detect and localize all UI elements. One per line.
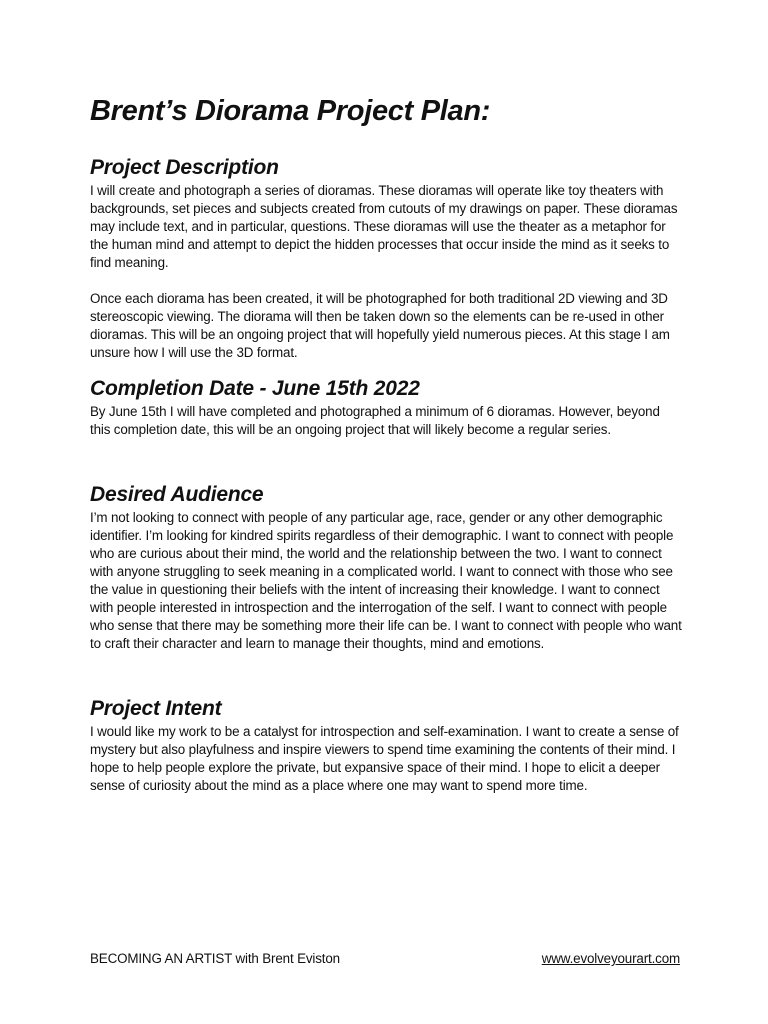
page-footer — [90, 950, 680, 968]
document-title: Brent’s Diorama Project Plan: — [90, 95, 491, 127]
document-page — [90, 92, 682, 795]
section-completion-date — [90, 377, 682, 439]
section-desired-audience — [90, 483, 682, 653]
section-project-description — [90, 156, 682, 362]
paragraph: I would like my work to be a catalyst for introspection and self-examination. I want to create a sense of mystery but also playfulness and inspire viewers to spend time examining the contents of their mind. I hope to help people explore the private, but expansive space of their mind. I hope to elicit a deeper sense of curiosity about the mind as a place where one may want to spend more time. — [90, 724, 679, 793]
paragraph: I will create and photograph a series of dioramas. These dioramas will operate like toy theaters with backgrounds, set pieces and subjects created from cutouts of my drawings on paper. These dioramas may include text, and in particular, questions. These dioramas will use the theater as a metaphor for the human mind and attempt to depict the hidden processes that occur inside the mind as it seeks to find meaning. — [90, 183, 678, 270]
section-heading: Project Description — [90, 156, 279, 179]
footer-website-link[interactable]: www.evolveyourart.com — [541, 951, 680, 966]
paragraph: I’m not looking to connect with people of any particular age, race, gender or any other demographic identifier. I’m looking for kindred spirits regardless of their demographic. I want to connect with people who are curious about their mind, the world and the relationship between the two. I want to connect with anyone struggling to seek meaning in a complicated world. I want to connect with those who see the value in questioning their beliefs with the intent of increasing their knowledge. I want to connect with people interested in introspection and the interrogation of the self. I want to connect with people who sense that there may be something more their life can be. I want to connect with people who want to craft their character and learn to manage their thoughts, mind and emotions. — [90, 510, 682, 651]
footer-credit: BECOMING AN ARTIST with Brent Eviston — [90, 951, 340, 966]
section-heading: Desired Audience — [90, 483, 264, 506]
section-project-intent — [90, 697, 682, 795]
paragraph: By June 15th I will have completed and photographed a minimum of 6 dioramas. However, beyond this completion date, this will be an ongoing project that will likely become a regular series. — [90, 404, 660, 437]
section-heading: Project Intent — [90, 697, 222, 720]
section-heading: Completion Date - June 15th 2022 — [90, 377, 420, 400]
paragraph: Once each diorama has been created, it will be photographed for both traditional 2D viewing and 3D stereoscopic viewing. The diorama will then be taken down so the elements can be re-used in other dioramas. This will be an ongoing project that will hopefully yield numerous pieces. At this stage I am unsure how I will use the 3D format. — [90, 291, 670, 360]
